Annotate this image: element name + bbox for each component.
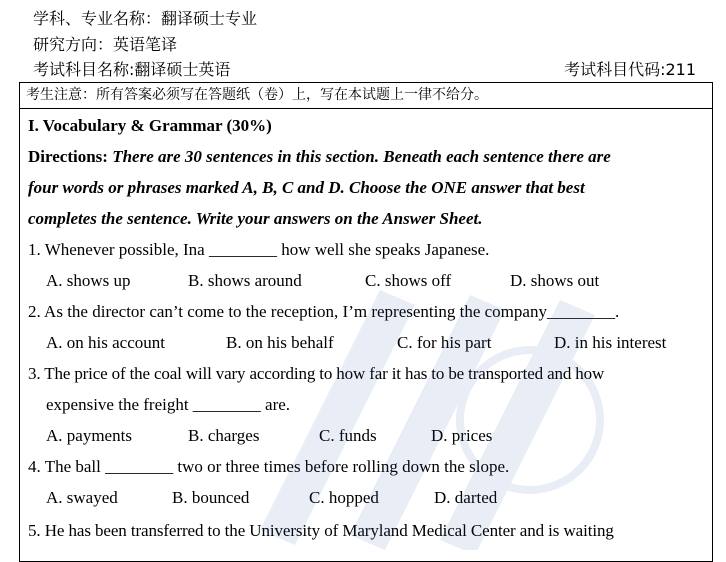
question-3-option-b: B. charges <box>188 426 260 445</box>
question-3-option-a: A. payments <box>46 426 132 445</box>
section-title: I. Vocabulary & Grammar (30%) <box>28 116 272 135</box>
directions-line-2: four words or phrases marked A, B, C and D. Choose the ONE answer that best <box>28 178 585 197</box>
question-2-option-b: B. on his behalf <box>226 333 334 352</box>
question-2-option-a: A. on his account <box>46 333 165 352</box>
question-1-stem: 1. Whenever possible, Ina ________ how well she speaks Japanese. <box>28 240 490 259</box>
question-4-option-d: D. darted <box>434 488 498 507</box>
question-5-stem: 5. He has been transferred to the University of Maryland Medical Center and is waiting <box>28 521 614 540</box>
question-1-option-a: A. shows up <box>46 271 131 290</box>
subject-line: 学科、专业名称：翻译硕士专业 <box>33 9 258 28</box>
question-2-option-d: D. in his interest <box>554 333 667 352</box>
exam-code-line: 考试科目代码:211 <box>564 60 696 79</box>
question-4-option-c: C. hopped <box>309 488 379 507</box>
exam-content-box <box>19 82 713 562</box>
directions-line-3: completes the sentence. Write your answers on the Answer Sheet. <box>28 209 483 228</box>
question-1-option-c: C. shows off <box>365 271 452 290</box>
question-4-option-a: A. swayed <box>46 488 118 507</box>
question-4-option-b: B. bounced <box>172 488 250 507</box>
candidate-notice: 考生注意：所有答案必须写在答题纸（卷）上，写在本试题上一律不给分。 <box>20 83 712 109</box>
question-2-option-c: C. for his part <box>397 333 492 352</box>
question-3-option-c: C. funds <box>319 426 377 445</box>
exam-name-line: 考试科目名称:翻译硕士英语 <box>33 60 231 79</box>
question-3-stem-line-1: 3. The price of the coal will vary according to how far it has to be transported and how <box>28 364 605 383</box>
question-1-option-b: B. shows around <box>188 271 302 290</box>
directions-line-1 <box>28 146 704 168</box>
question-2-stem: 2. As the director can’t come to the reception, I’m representing the company________. <box>28 302 620 321</box>
research-direction-line: 研究方向：英语笔译 <box>33 35 178 54</box>
question-1-option-d: D. shows out <box>510 271 600 290</box>
directions-text-1: There are 30 sentences in this section. Beneath each sentence there are <box>112 147 611 166</box>
directions-label: Directions: <box>28 147 108 166</box>
question-3-option-d: D. prices <box>431 426 493 445</box>
question-3-stem-line-2: expensive the freight ________ are. <box>46 395 291 414</box>
question-4-stem: 4. The ball ________ two or three times before rolling down the slope. <box>28 457 510 476</box>
